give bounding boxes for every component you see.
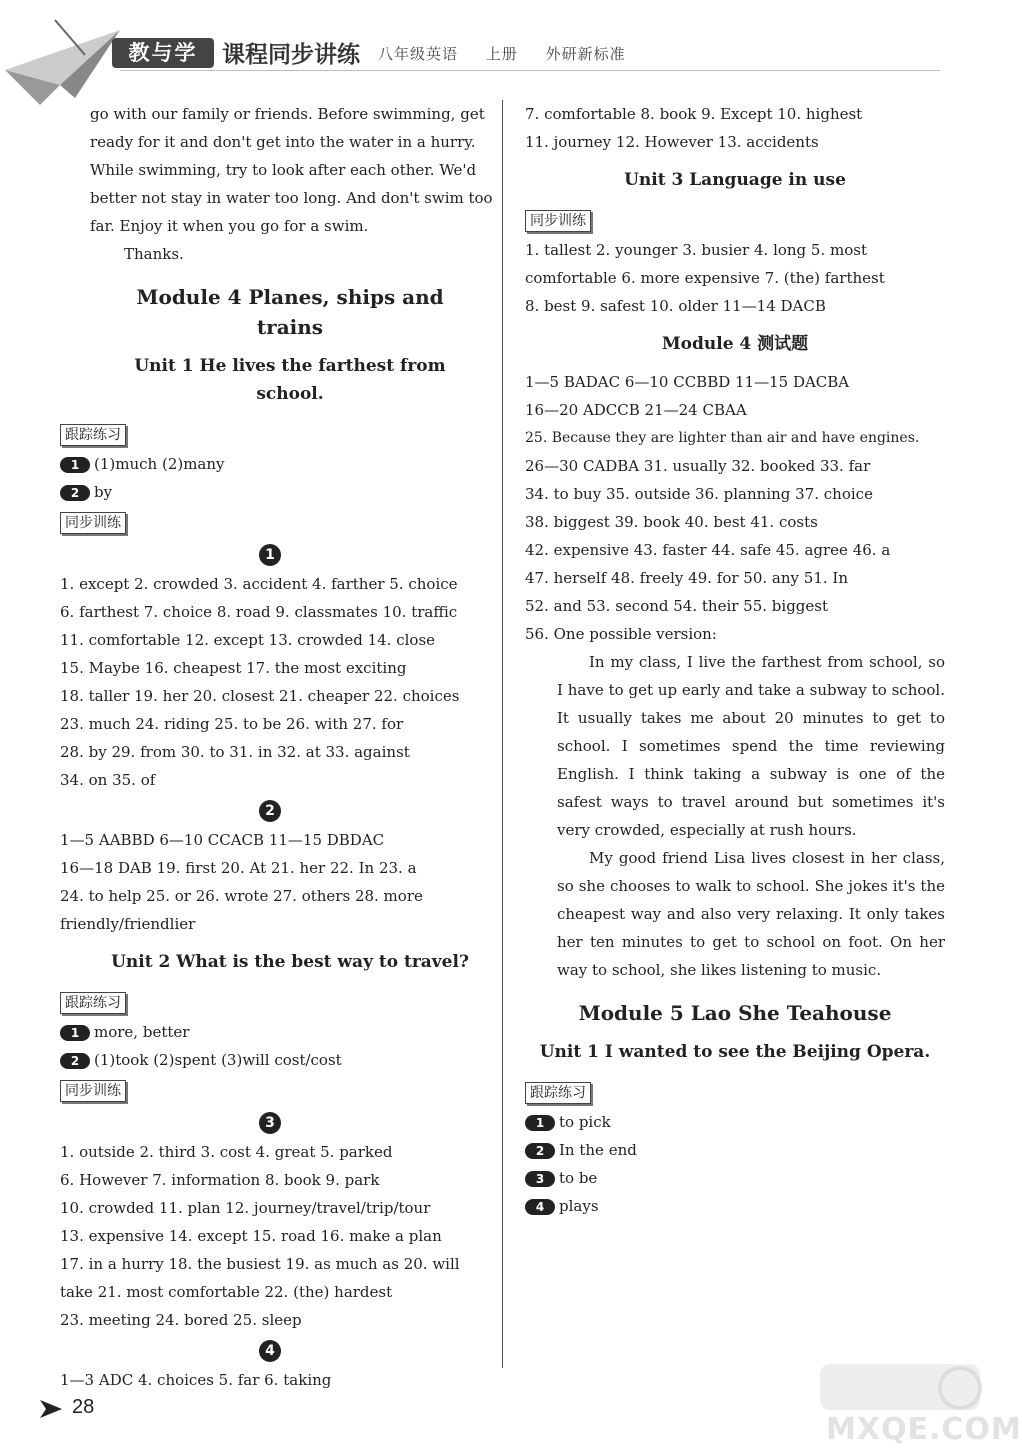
answer-line: 16—20 ADCCB 21—24 CBAA — [525, 401, 747, 419]
text-line: far. Enjoy it when you go for a swim. — [90, 217, 369, 235]
left-column — [60, 100, 493, 1394]
module-title: Module 5 Lao She Teahouse — [578, 1001, 892, 1025]
answer-line: comfortable 6. more expensive 7. (the) farthest — [525, 269, 885, 287]
essay-paragraph: My good friend Lisa lives closest in her class, so she chooses to walk to school. She jokes it's the cheapest way and also very relaxing. It only takes her ten minutes to get to school on foot. On her way to school, she likes listening to music. — [557, 849, 945, 979]
answer-line: 1—3 ADC 4. choices 5. far 6. taking — [60, 1371, 332, 1389]
answer-line: 2 by — [60, 478, 480, 506]
answer-line: 1 more, better — [60, 1018, 480, 1046]
section-number-badge: 1 — [259, 544, 281, 566]
header-rule — [120, 70, 940, 71]
answer-line: 56. One possible version: — [525, 625, 717, 643]
answer-line: 18. taller 19. her 20. closest 21. cheaper 22. choices — [60, 687, 460, 705]
number-pill: 1 — [525, 1115, 555, 1131]
answer-line: 1. except 2. crowded 3. accident 4. farther 5. choice — [60, 575, 458, 593]
answer-line: 4 plays — [525, 1192, 945, 1220]
number-pill: 1 — [60, 457, 90, 473]
answer-block — [60, 1138, 480, 1334]
answer-line: 52. and 53. second 54. their 55. biggest — [525, 597, 829, 615]
answer-line: 1. tallest 2. younger 3. busier 4. long 5. most — [525, 241, 867, 259]
book-subtitle — [378, 43, 648, 64]
answer-line: 1. outside 2. third 3. cost 4. great 5. parked — [60, 1143, 393, 1161]
answer-line: friendly/friendlier — [60, 915, 196, 933]
answer-line: 11. comfortable 12. except 13. crowded 14. close — [60, 631, 436, 649]
column-divider — [502, 100, 503, 1368]
answer-block — [525, 368, 945, 648]
answer-line: 6. farthest 7. choice 8. road 9. classmates 10. traffic — [60, 603, 458, 621]
answer-line: 34. to buy 35. outside 36. planning 37. choice — [525, 485, 873, 503]
section-tag-sync: 同步训练 — [60, 1080, 126, 1102]
essay-paragraph: In my class, I live the farthest from school, so I have to get up early and take a subway to school. It usually takes me about 20 minutes to get to school. I sometimes spend the time reviewing English. I think taking a subway is one of the safest ways to travel around but sometimes it's very crowded, especially at rush hours. — [557, 653, 945, 839]
module-title: Module 4 Planes, ships and trains — [136, 285, 444, 339]
answer-block — [60, 826, 480, 938]
answer-line: 1—5 AABBD 6—10 CCACB 11—15 DBDAC — [60, 831, 385, 849]
paper-plane-decoration — [0, 10, 125, 110]
text-line: better not stay in water too long. And don't swim too — [90, 189, 493, 207]
edition-label: 外研新标准 — [545, 45, 626, 63]
unit-title: Unit 3 Language in use — [624, 170, 846, 190]
section-number-badge: 2 — [259, 800, 281, 822]
grade-label: 八年级英语 — [378, 45, 459, 63]
answer-line: 47. herself 48. freely 49. for 50. any 51. In — [525, 569, 848, 587]
answer-line: 28. by 29. from 30. to 31. in 32. at 33. against — [60, 743, 410, 761]
text-line: While swimming, try to look after each other. We'd — [90, 161, 477, 179]
answer-line: 25. Because they are lighter than air and have engines. — [525, 430, 920, 446]
number-pill: 3 — [525, 1171, 555, 1187]
answer-line: 17. in a hurry 18. the busiest 19. as much as 20. will — [60, 1255, 460, 1273]
page-number: 28 — [72, 1396, 95, 1418]
volume-label: 上册 — [485, 45, 518, 63]
answer-line: 1 (1)much (2)many — [60, 450, 480, 478]
thanks-line: Thanks. — [124, 245, 184, 263]
unit-title: Unit 1 He lives the farthest from school. — [134, 356, 446, 404]
answer-line: 10. crowded 11. plan 12. journey/travel/trip/tour — [60, 1199, 431, 1217]
answer-line: 1 to pick — [525, 1108, 945, 1136]
section-tag-tracking: 跟踪练习 — [525, 1082, 591, 1104]
watermark-text: MXQE.COM — [826, 1412, 1022, 1447]
text-line: go with our family or friends. Before swimming, get — [90, 105, 485, 123]
right-column — [525, 100, 945, 1220]
unit-title: Unit 1 I wanted to see the Beijing Opera. — [539, 1042, 931, 1062]
text-line: ready for it and don't get into the water in a hurry. — [90, 133, 476, 151]
brand-logo: 教与学 — [112, 38, 214, 68]
number-pill: 2 — [60, 485, 90, 501]
answer-line: take 21. most comfortable 22. (the) hardest — [60, 1283, 393, 1301]
answer-block — [60, 570, 480, 794]
answer-line: 38. biggest 39. book 40. best 41. costs — [525, 513, 818, 531]
number-pill: 4 — [525, 1199, 555, 1215]
section-tag-sync: 同步训练 — [60, 512, 126, 534]
page-header — [0, 0, 1000, 80]
number-pill: 2 — [525, 1143, 555, 1159]
section-number-badge: 4 — [259, 1340, 281, 1362]
answer-line: 42. expensive 43. faster 44. safe 45. agree 46. a — [525, 541, 891, 559]
answer-line: 3 to be — [525, 1164, 945, 1192]
answer-line: 1—5 BADAC 6—10 CCBBD 11—15 DACBA — [525, 373, 850, 391]
test-title: Module 4 测试题 — [661, 334, 809, 354]
section-tag-tracking: 跟踪练习 — [60, 424, 126, 446]
answer-line: 8. best 9. safest 10. older 11—14 DACB — [525, 297, 826, 315]
answer-line: 23. much 24. riding 25. to be 26. with 27. for — [60, 715, 404, 733]
number-pill: 2 — [60, 1053, 90, 1069]
answer-line: 2 (1)took (2)spent (3)will cost/cost — [60, 1046, 480, 1074]
answer-line: 15. Maybe 16. cheapest 17. the most exciting — [60, 659, 407, 677]
section-tag-tracking: 跟踪练习 — [60, 992, 126, 1014]
section-number-badge: 3 — [259, 1112, 281, 1134]
answer-line: 13. expensive 14. except 15. road 16. make a plan — [60, 1227, 442, 1245]
answer-line: 6. However 7. information 8. book 9. park — [60, 1171, 380, 1189]
answer-line: 2 In the end — [525, 1136, 945, 1164]
answer-line: 24. to help 25. or 26. wrote 27. others 28. more — [60, 887, 423, 905]
answer-line: 34. on 35. of — [60, 771, 156, 789]
number-pill: 1 — [60, 1025, 90, 1041]
intro-text — [60, 100, 493, 268]
unit-title: Unit 2 What is the best way to travel? — [111, 952, 469, 972]
answer-line: 26—30 CADBA 31. usually 32. booked 33. far — [525, 457, 871, 475]
arrow-right-icon — [40, 1400, 62, 1418]
answer-line: 16—18 DAB 19. first 20. At 21. her 22. In 23. a — [60, 859, 417, 877]
book-title: 课程同步讲练 — [222, 42, 360, 68]
section-tag-sync: 同步训练 — [525, 210, 591, 232]
answer-line: 7. comfortable 8. book 9. Except 10. highest — [525, 105, 863, 123]
answer-line: 11. journey 12. However 13. accidents — [525, 133, 819, 151]
answer-line: 23. meeting 24. bored 25. sleep — [60, 1311, 302, 1329]
